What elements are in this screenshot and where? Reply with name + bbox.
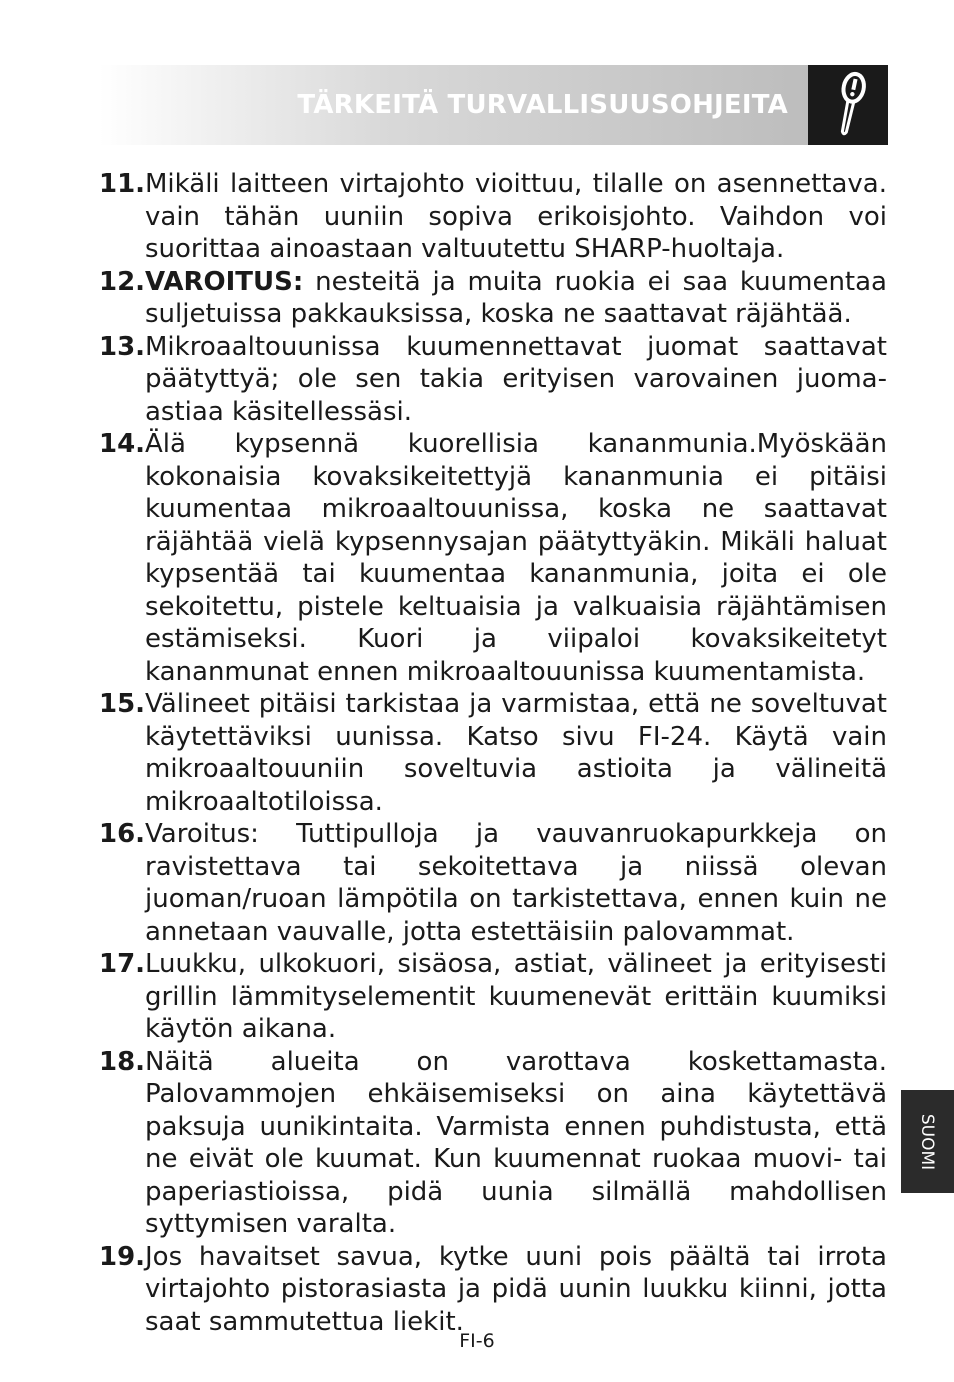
instruction-body: Älä kypsennä kuorellisia kananmunia.Myöskään kokonaisia kovaksikeitettyjä kananmunia ei pitäisi kuumentaa mikroaaltouunissa, koska ne saattavat räjähtää vielä kypsennysajan päätyttyäkin. Mikäli haluat kypsentää tai kuumentaa kananmunia, joita ei ole sekoitettu, pistele keltuaisia ja valkuaisia räjähtämisen estämiseksi. Kuori ja viipaloi kovaksikeitetyt kananmunat ennen mikroaaltouunissa kuumentamista. [145,429,887,687]
instruction-body: Näitä alueita on varottava koskettamasta. Palovammojen ehkäisemiseksi on aina käytettävä paksuja uunikintaita. Varmista ennen puhdistusta, että ne eivät ole kuumat. Kun kuumennat ruokaa muovi- tai paperiastioissa, pidä uunia silmällä mahdollisen syttymisen varalta. [145,1046,887,1239]
instruction-item [99,331,887,429]
instruction-text [145,428,887,688]
instruction-text [145,168,887,266]
instruction-body: Jos havaitset savua, kytke uuni pois päältä tai irrota virtajohto pistorasiasta ja pidä uunin luukku kiinni, jotta saat sammutettua liekit. [145,1241,887,1337]
language-tab [901,1090,954,1193]
section-header-bar [99,65,808,145]
instruction-body: Varoitus: Tuttipulloja ja vauvanruokapurkkeja on ravistettava tai sekoitettava ja niissä olevan juoman/ruoan lämpötila on tarkistettava, ennen kuin ne annetaan vauvalle, jotta estettäisiin palovammat. [145,819,887,947]
instruction-item [99,1241,887,1339]
instruction-body: Välineet pitäisi tarkistaa ja varmistaa, että ne soveltuvat käytettäviksi uunissa. Katso sivu FI-24. Käytä vain mikroaaltouuniin soveltuvia astioita ja välineitä mikroaaltotiloissa. [145,689,887,817]
instruction-item [99,688,887,818]
instruction-text [145,948,887,1046]
instruction-number: 12. [99,266,146,297]
instruction-number: 13. [99,331,146,362]
instruction-number: 16. [99,819,146,849]
instruction-number: 19. [99,1241,146,1272]
instruction-body: Luukku, ulkokuori, sisäosa, astiat, välineet ja erityisesti grillin lämmityselementit kuumenevät erittäin kuumiksi käytön aikana. [145,949,887,1044]
language-tab-label: SUOMI [917,1113,937,1171]
instruction-item [99,168,887,266]
instruction-number: 15. [99,689,146,719]
instruction-text [145,1241,887,1339]
instruction-lead: VAROITUS: [145,266,304,297]
section-title: TÄRKEITÄ TURVALLISUUSOHJEITA [297,90,788,120]
instruction-text [145,688,887,818]
instruction-number: 17. [99,949,146,979]
instruction-text [145,818,887,948]
page-number: FI-6 [459,1330,495,1352]
instruction-body: Mikäli laitteen virtajohto vioittuu, tilalle on asennettava. vain tähän uuniin sopiva erikoisjohto. Vaihdon voi suorittaa ainoastaan valtuutettu SHARP-huoltaja. [145,169,887,264]
instruction-number: 11. [99,169,146,199]
instruction-text [145,331,887,429]
instruction-body: nesteitä ja muita ruokia ei saa kuumentaa suljetuissa pakkauksissa, koska ne saattavat räjähtää. [145,266,887,329]
header-icon-box [808,65,888,145]
instruction-text [145,1046,887,1241]
instruction-text [145,266,887,331]
instruction-item [99,948,887,1046]
instruction-number: 14. [99,429,146,459]
instruction-number: 18. [99,1046,146,1077]
safety-instruction-list [99,168,887,1338]
instruction-item [99,428,887,688]
instruction-item [99,1046,887,1241]
magnifier-exclamation-icon [808,65,888,145]
instruction-item [99,266,887,331]
instruction-item [99,818,887,948]
instruction-body: Mikroaaltouunissa kuumennettavat juomat saattavat päätyttyä; ole sen takia erityisen varovainen juoma-astiaa käsitellessäsi. [145,331,887,427]
